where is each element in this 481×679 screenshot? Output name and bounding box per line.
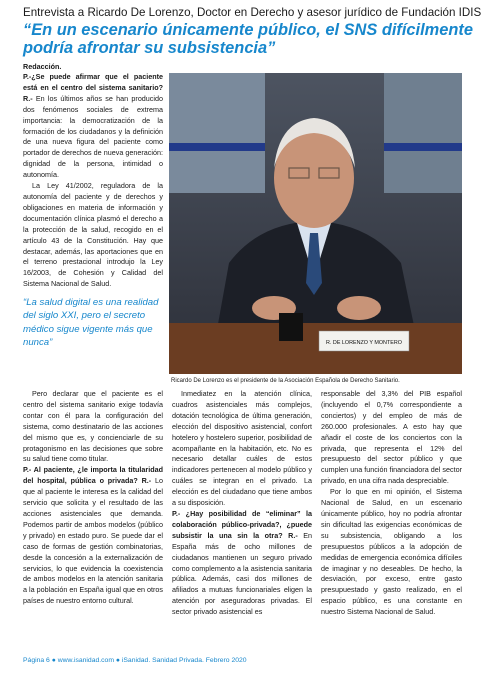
answer-text: En los últimos años se han producido dos fenómenos sociales de extrema importancia: la democratización de la formación de los ciudadanos y la definición de una nueva figura del paciente como portador de derechos de nueva generación: dignidad de la persona, intimidad o autonomía. bbox=[23, 93, 163, 180]
question: P.- ¿Hay posibilidad de “eliminar” la colaboración público-privada?, ¿puede subsistir la una sin la otra? bbox=[172, 508, 312, 540]
paragraph: Por lo que en mi opinión, el Sistema Nacional de Salud, en un escenario únicamente público, hoy no podría afrontar sin dificultad las exigencias económicas de su subsistencia, obligando a los presupuestos públicos a la adopción de medidas de emergencia económica difíciles de imaginar y no deseables. De hecho, la desviación, por exceso, entre gasto presupuestado y gasto realizado, en el espacio público, es una constante en nuestro Sistema Nacional de Salud. bbox=[321, 487, 462, 617]
nameplate-text: R. DE LORENZO Y MONTERO bbox=[326, 340, 402, 346]
answer-marker: R.- bbox=[141, 476, 152, 486]
photo-caption: Ricardo De Lorenzo es el presidente de la Asociación Española de Derecho Sanitario. bbox=[171, 378, 400, 384]
paragraph: responsable del 3,3% del PIB español (incluyendo el 0,7% correspondiente a conciertos) y del empleo de más de 260.000 profesionales. A esto hay que añadir el coste de los conciertos con la privada, que representa el 12% del presupuesto del sector público y que cumplen una función financiadora del sector privado, en una cifra nada despreciable. bbox=[321, 389, 462, 486]
column-1-top bbox=[23, 72, 163, 356]
answer-text: Lo que al paciente le interesa es la calidad del servicio que solicita y el resultado de las acciones asistenciales que demanda. Podemos partir de ambos modelos (público y privado) en estado puro. Se puede dar el caso de formas de gestión combinatorias, desde la concesión a la externalización de servicios, lo que evidencia la coexistencia de ambos modelos en la atención sanitaria a la población en España igual que en otros países de nuestro entorno cultural. bbox=[23, 476, 163, 606]
question: P.- Al paciente, ¿le importa la titularidad del hospital, pública o privada? bbox=[23, 465, 163, 486]
answer-text: En España más de ocho millones de ciudadanos mantienen un seguro privado como complemento a la asistencia sanitaria pública. Además, casi dos millones de afiliados a mutuas funcionariales eligen la atención por aseguradoras privadas. El sector privado asistencial es bbox=[172, 530, 313, 617]
question: P.-¿Se puede afirmar que el paciente está en el centro del sistema sanitario? bbox=[23, 72, 163, 92]
paragraph bbox=[23, 72, 163, 181]
pull-quote: “La salud digital es una realidad del siglo XXI, pero el secreto médico sigue vigente más que nunca” bbox=[23, 297, 159, 349]
page-footer: Página 6 ● www.isanidad.com ● iSanidad. Sanidad Privada. Febrero 2020 bbox=[23, 657, 247, 664]
paragraph bbox=[23, 465, 163, 607]
column-2 bbox=[172, 389, 312, 618]
paragraph: Pero declarar que el paciente es el centro del sistema sanitario exige todavía contar con él para la configuración del sistema, como destinatario de las acciones del mismo que es, y concienciarle de su protagonismo en las decisiones que sobre su salud tiene como titular. bbox=[23, 389, 163, 464]
answer-marker: R.- bbox=[23, 93, 33, 103]
answer-marker: R.- bbox=[288, 530, 298, 540]
article-headline: “En un escenario únicamente público, el SNS difícilmente podría afrontar su subsistencia” bbox=[23, 21, 473, 57]
byline: Redacción. bbox=[23, 62, 62, 71]
paragraph bbox=[172, 509, 312, 618]
article-kicker: Entrevista a Ricardo De Lorenzo, Doctor en Derecho y asesor jurídico de Fundación IDIS bbox=[23, 6, 481, 19]
paragraph: Inmediatez en la atención clínica, cuadros asistenciales más complejos, dotación tecnológica de última generación, elección del dispositivo asistencial, confort hotelero y hostelero superior, posibilidad de acompañante en la habitación, etc. No es necesario detallar cuáles de estos indicadores pertenecen al modelo público y cuáles se integran en el privado. La elección es del ciudadano que tiene ambos a su disposición. bbox=[172, 389, 312, 508]
column-3 bbox=[321, 389, 462, 618]
portrait-photo bbox=[169, 73, 462, 374]
column-1-bottom bbox=[23, 389, 163, 607]
paragraph: La Ley 41/2002, reguladora de la autonomía del paciente y de derechos y obligaciones en materia de información y documentación clínica plasmó el derecho a la protección de la salud, recogido en el artículo 43 de la Constitución. Hay que destacar, además, las aportaciones que en el terreno prestacional introdujo la Ley 16/2003, de Cohesión y Calidad del Sistema Nacional de Salud. bbox=[23, 181, 163, 289]
